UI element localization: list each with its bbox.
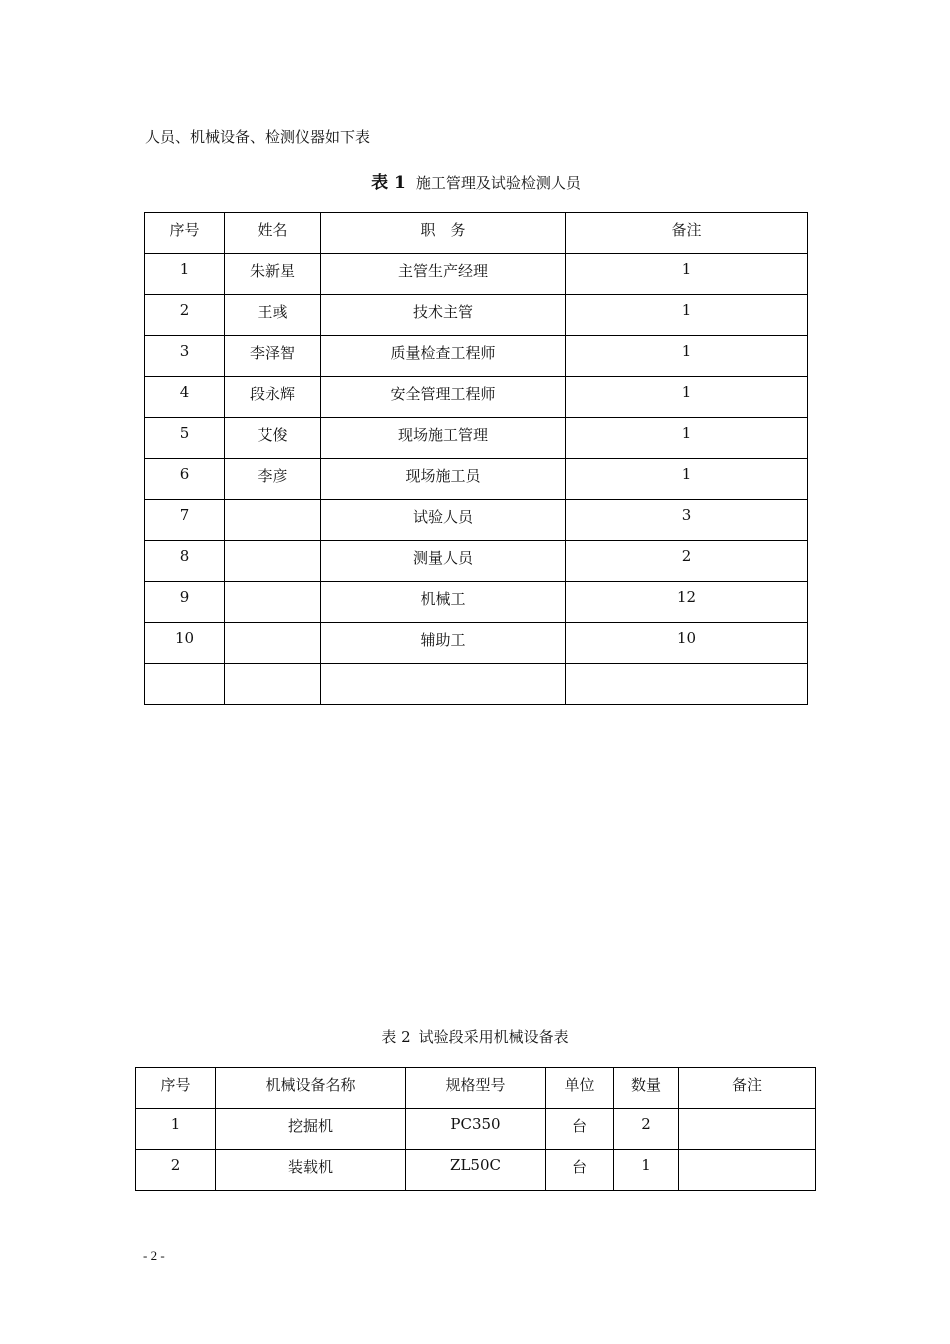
name-cell <box>225 336 321 377</box>
seq-text: 5 <box>179 424 190 442</box>
seq-text: 6 <box>179 465 190 483</box>
table-row <box>145 295 808 336</box>
seq-cell <box>145 295 225 336</box>
page-number: - 2 - <box>143 1248 165 1263</box>
name-cell <box>225 623 321 664</box>
seq-text <box>145 664 224 670</box>
position-text: 辅助工 <box>420 631 466 649</box>
table-row <box>145 377 808 418</box>
position-cell <box>321 541 566 582</box>
table1-caption-title: 施工管理及试验检测人员 <box>415 174 581 192</box>
remark-text: 3 <box>681 506 692 524</box>
unit-text: 单位 <box>564 1076 595 1094</box>
position-cell <box>321 377 566 418</box>
remark-text: 1 <box>681 383 692 401</box>
name-text <box>225 500 320 506</box>
model-cell <box>406 1150 546 1191</box>
position-text: 技术主管 <box>412 303 473 321</box>
model-text: 规格型号 <box>445 1076 506 1094</box>
remark-text <box>679 1150 815 1156</box>
name-text: 王彧 <box>257 303 288 321</box>
name-cell <box>225 418 321 459</box>
table-row <box>136 1150 816 1191</box>
position-cell <box>321 500 566 541</box>
name-text: 艾俊 <box>257 426 288 444</box>
position-text: 质量检查工程师 <box>390 344 496 362</box>
seq-cell <box>145 336 225 377</box>
remark-cell <box>566 582 808 623</box>
position-text: 机械工 <box>420 590 466 608</box>
table1-caption <box>145 168 807 193</box>
model-cell <box>406 1109 546 1150</box>
remark-text: 1 <box>681 342 692 360</box>
name-cell <box>225 254 321 295</box>
equipment-name-text: 机械设备名称 <box>265 1076 356 1094</box>
remark-cell <box>566 377 808 418</box>
table2-caption-title: 试验段采用机械设备表 <box>418 1028 569 1046</box>
remark-text: 1 <box>681 301 692 319</box>
remark-text <box>566 664 807 670</box>
table-row <box>145 418 808 459</box>
position-cell <box>321 459 566 500</box>
name-text <box>225 664 320 670</box>
seq-header <box>136 1068 216 1109</box>
position-cell <box>321 623 566 664</box>
table-row <box>136 1109 816 1150</box>
remark-cell <box>566 623 808 664</box>
name-text <box>225 541 320 547</box>
seq-cell <box>136 1150 216 1191</box>
seq-text: 3 <box>179 342 190 360</box>
quantity-text: 1 <box>641 1156 651 1174</box>
unit-cell <box>546 1150 614 1191</box>
seq-text: 1 <box>179 260 190 278</box>
position-cell <box>321 295 566 336</box>
seq-cell <box>136 1109 216 1150</box>
model-text: PC350 <box>450 1115 501 1133</box>
remark-cell <box>679 1109 816 1150</box>
position-text: 试验人员 <box>412 508 473 526</box>
name-cell <box>225 459 321 500</box>
quantity-cell <box>614 1109 679 1150</box>
name-cell <box>225 664 321 705</box>
remark-header <box>679 1068 816 1109</box>
position-header <box>321 213 566 254</box>
remark-cell <box>566 459 808 500</box>
seq-text: 2 <box>179 301 190 319</box>
name-cell <box>225 500 321 541</box>
unit-header <box>546 1068 614 1109</box>
position-text: 职 务 <box>420 221 466 239</box>
position-text: 主管生产经理 <box>397 262 488 280</box>
name-cell <box>225 295 321 336</box>
seq-cell <box>145 664 225 705</box>
position-text <box>321 664 565 670</box>
unit-cell <box>546 1109 614 1150</box>
position-cell <box>321 664 566 705</box>
equipment-name-cell <box>216 1150 406 1191</box>
table-row <box>145 623 808 664</box>
table-row <box>145 254 808 295</box>
model-header <box>406 1068 546 1109</box>
seq-text: 7 <box>179 506 190 524</box>
remark-text: 备注 <box>671 221 702 239</box>
remark-text <box>679 1109 815 1115</box>
position-cell <box>321 418 566 459</box>
remark-cell <box>566 500 808 541</box>
name-text: 李彦 <box>257 467 288 485</box>
quantity-header <box>614 1068 679 1109</box>
seq-text: 9 <box>179 588 190 606</box>
remark-text: 2 <box>681 547 692 565</box>
name-cell <box>225 541 321 582</box>
name-text <box>225 582 320 588</box>
seq-text: 1 <box>170 1115 181 1133</box>
seq-cell <box>145 500 225 541</box>
remark-text: 10 <box>676 629 697 647</box>
remark-cell <box>679 1150 816 1191</box>
unit-text: 台 <box>571 1158 587 1176</box>
name-cell <box>225 377 321 418</box>
position-cell <box>321 582 566 623</box>
remark-cell <box>566 541 808 582</box>
name-header <box>225 213 321 254</box>
remark-text: 12 <box>676 588 697 606</box>
remark-cell <box>566 336 808 377</box>
equipment-name-text: 装载机 <box>287 1158 333 1176</box>
table-row <box>145 541 808 582</box>
name-cell <box>225 582 321 623</box>
remark-cell <box>566 418 808 459</box>
table1-caption-number: 表 1 <box>371 173 406 193</box>
table2-caption-number: 表 2 <box>381 1028 411 1046</box>
equipment-name-cell <box>216 1109 406 1150</box>
position-text: 现场施工员 <box>405 467 481 485</box>
seq-text: 10 <box>174 629 195 647</box>
personnel-table <box>144 212 808 705</box>
seq-text: 8 <box>179 547 190 565</box>
name-text: 段永辉 <box>249 385 295 403</box>
remark-cell <box>566 254 808 295</box>
remark-cell <box>566 664 808 705</box>
table-row <box>145 336 808 377</box>
remark-text: 1 <box>681 465 692 483</box>
remark-header <box>566 213 808 254</box>
seq-cell <box>145 418 225 459</box>
quantity-text: 2 <box>641 1115 651 1133</box>
position-text: 现场施工管理 <box>397 426 488 444</box>
position-text: 测量人员 <box>412 549 473 567</box>
equipment-name-text: 挖掘机 <box>287 1117 333 1135</box>
seq-cell <box>145 541 225 582</box>
table2-caption <box>135 1026 815 1047</box>
name-text: 姓名 <box>257 221 288 239</box>
seq-text: 序号 <box>169 221 200 239</box>
seq-cell <box>145 459 225 500</box>
intro-text: 人员、机械设备、检测仪器如下表 <box>145 128 371 146</box>
seq-cell <box>145 582 225 623</box>
table-header-row <box>136 1068 816 1109</box>
table-row <box>145 582 808 623</box>
table-row <box>145 459 808 500</box>
position-cell <box>321 336 566 377</box>
seq-cell <box>145 254 225 295</box>
table-row <box>145 500 808 541</box>
equipment-table <box>135 1067 816 1191</box>
position-text: 安全管理工程师 <box>390 385 496 403</box>
quantity-text: 数量 <box>630 1076 661 1094</box>
remark-text: 1 <box>681 260 692 278</box>
table-header-row <box>145 213 808 254</box>
position-cell <box>321 254 566 295</box>
seq-text: 序号 <box>160 1076 191 1094</box>
remark-text: 1 <box>681 424 692 442</box>
name-text: 朱新星 <box>249 262 295 280</box>
seq-header <box>145 213 225 254</box>
name-text: 李泽智 <box>249 344 295 362</box>
table-row <box>145 664 808 705</box>
quantity-cell <box>614 1150 679 1191</box>
remark-cell <box>566 295 808 336</box>
seq-text: 2 <box>170 1156 181 1174</box>
remark-text: 备注 <box>731 1076 762 1094</box>
seq-cell <box>145 377 225 418</box>
seq-cell <box>145 623 225 664</box>
equipment-name-header <box>216 1068 406 1109</box>
unit-text: 台 <box>571 1117 587 1135</box>
seq-text: 4 <box>179 383 190 401</box>
name-text <box>225 623 320 629</box>
model-text: ZL50C <box>450 1156 501 1174</box>
